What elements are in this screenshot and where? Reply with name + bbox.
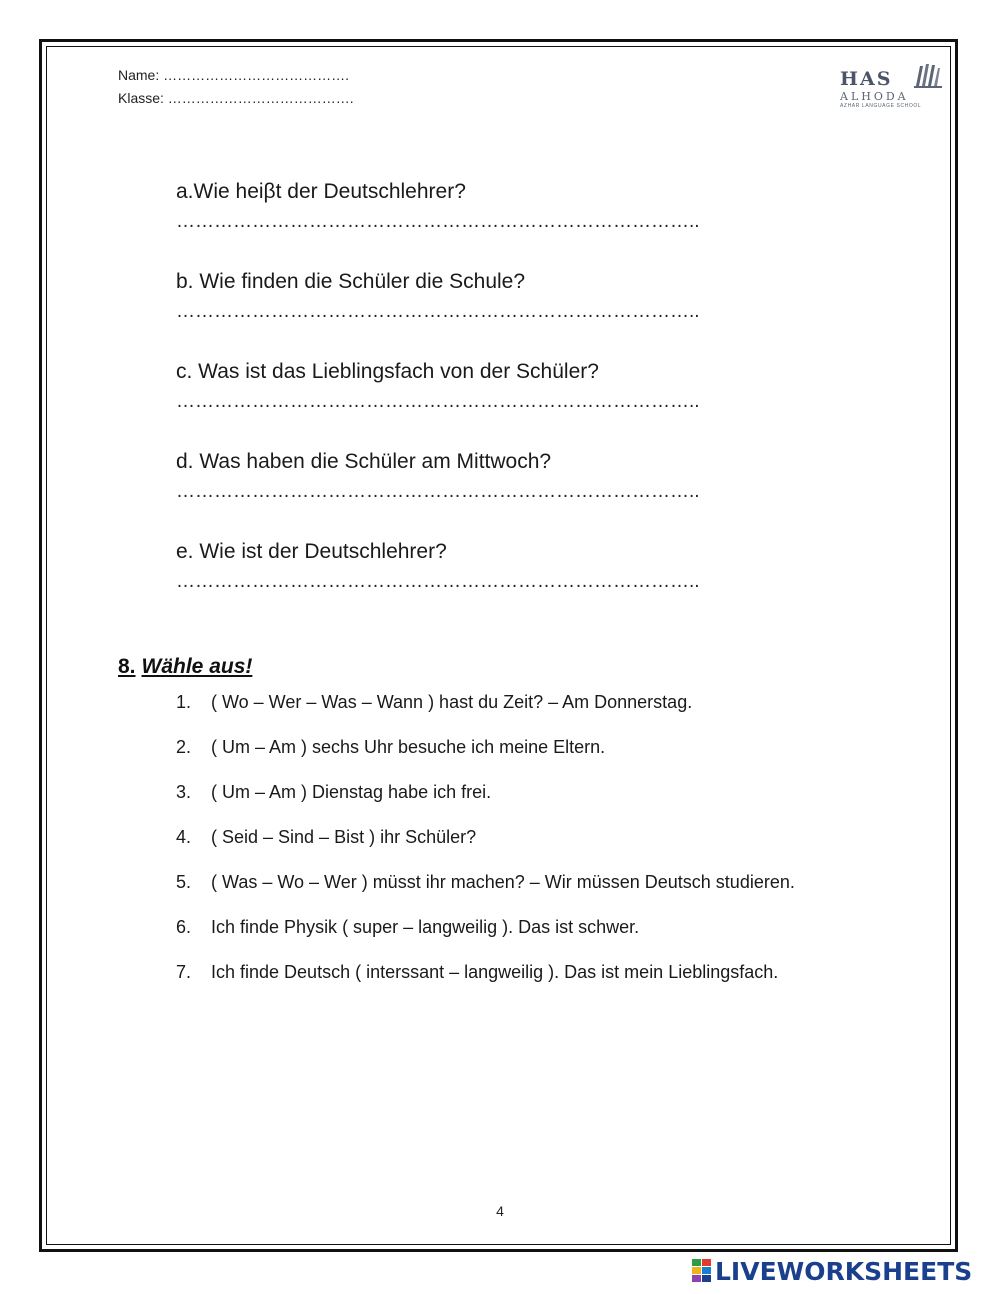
item-number: 1. bbox=[176, 692, 192, 712]
item-text[interactable]: ( Wo – Wer – Was – Wann ) hast du Zeit? – Am Donnerstag. bbox=[211, 692, 693, 712]
item-text[interactable]: ( Was – Wo – Wer ) müsst ihr machen? – Wir müssen Deutsch studieren. bbox=[211, 872, 795, 892]
section-title: Wähle aus! bbox=[141, 655, 253, 678]
item-number: 7. bbox=[176, 962, 192, 982]
list-item bbox=[176, 778, 896, 807]
item-number: 6. bbox=[176, 917, 192, 937]
liveworksheets-brand[interactable] bbox=[692, 1256, 972, 1286]
choice-list bbox=[176, 688, 896, 1003]
answer-line-d[interactable]: ……………………………………………………………………….. bbox=[176, 481, 700, 502]
item-number: 2. bbox=[176, 737, 192, 757]
name-field-label: Name: …………………………………. bbox=[118, 67, 350, 83]
item-number: 3. bbox=[176, 782, 192, 802]
question-d: d. Was haben die Schüler am Mittwoch? bbox=[176, 450, 552, 473]
liveworksheets-logo-icon bbox=[692, 1259, 712, 1283]
answer-line-c[interactable]: ……………………………………………………………………….. bbox=[176, 391, 700, 412]
item-text[interactable]: Ich finde Physik ( super – langweilig ). Das ist schwer. bbox=[211, 917, 640, 937]
question-e: e. Wie ist der Deutschlehrer? bbox=[176, 540, 447, 563]
list-item bbox=[176, 868, 896, 897]
question-a: a.Wie heiβt der Deutschlehrer? bbox=[176, 180, 466, 203]
books-icon bbox=[914, 62, 942, 90]
item-number: 4. bbox=[176, 827, 192, 847]
list-item bbox=[176, 823, 896, 852]
item-text[interactable]: ( Um – Am ) sechs Uhr besuche ich meine Eltern. bbox=[211, 737, 606, 757]
answer-line-e[interactable]: ……………………………………………………………………….. bbox=[176, 571, 700, 592]
list-item bbox=[176, 958, 896, 987]
answer-line-b[interactable]: ……………………………………………………………………….. bbox=[176, 301, 700, 322]
page-number: 4 bbox=[496, 1203, 504, 1219]
item-text[interactable]: Ich finde Deutsch ( interssant – langweilig ). Das ist mein Lieblingsfach. bbox=[211, 962, 779, 982]
list-item bbox=[176, 688, 896, 717]
brand-text: LIVEWORKSHEETS bbox=[715, 1256, 973, 1286]
header-fields bbox=[118, 64, 354, 110]
school-logo bbox=[838, 62, 944, 112]
item-number: 5. bbox=[176, 872, 192, 892]
list-item bbox=[176, 913, 896, 942]
question-c: c. Was ist das Lieblingsfach von der Schüler? bbox=[176, 360, 599, 383]
question-list bbox=[176, 177, 736, 627]
item-text[interactable]: ( Um – Am ) Dienstag habe ich frei. bbox=[211, 782, 492, 802]
logo-main-text: HAS bbox=[840, 68, 893, 90]
section-heading bbox=[118, 655, 252, 679]
question-b: b. Wie finden die Schüler die Schule? bbox=[176, 270, 526, 293]
class-field-label: Klasse: …………………………………. bbox=[118, 90, 354, 106]
list-item bbox=[176, 733, 896, 762]
logo-tagline: AZHAR LANGUAGE SCHOOL bbox=[840, 103, 922, 109]
section-number: 8. bbox=[118, 655, 136, 678]
item-text[interactable]: ( Seid – Sind – Bist ) ihr Schüler? bbox=[211, 827, 477, 847]
answer-line-a[interactable]: ……………………………………………………………………….. bbox=[176, 211, 700, 232]
logo-sub-text: ALHODA bbox=[840, 90, 909, 103]
